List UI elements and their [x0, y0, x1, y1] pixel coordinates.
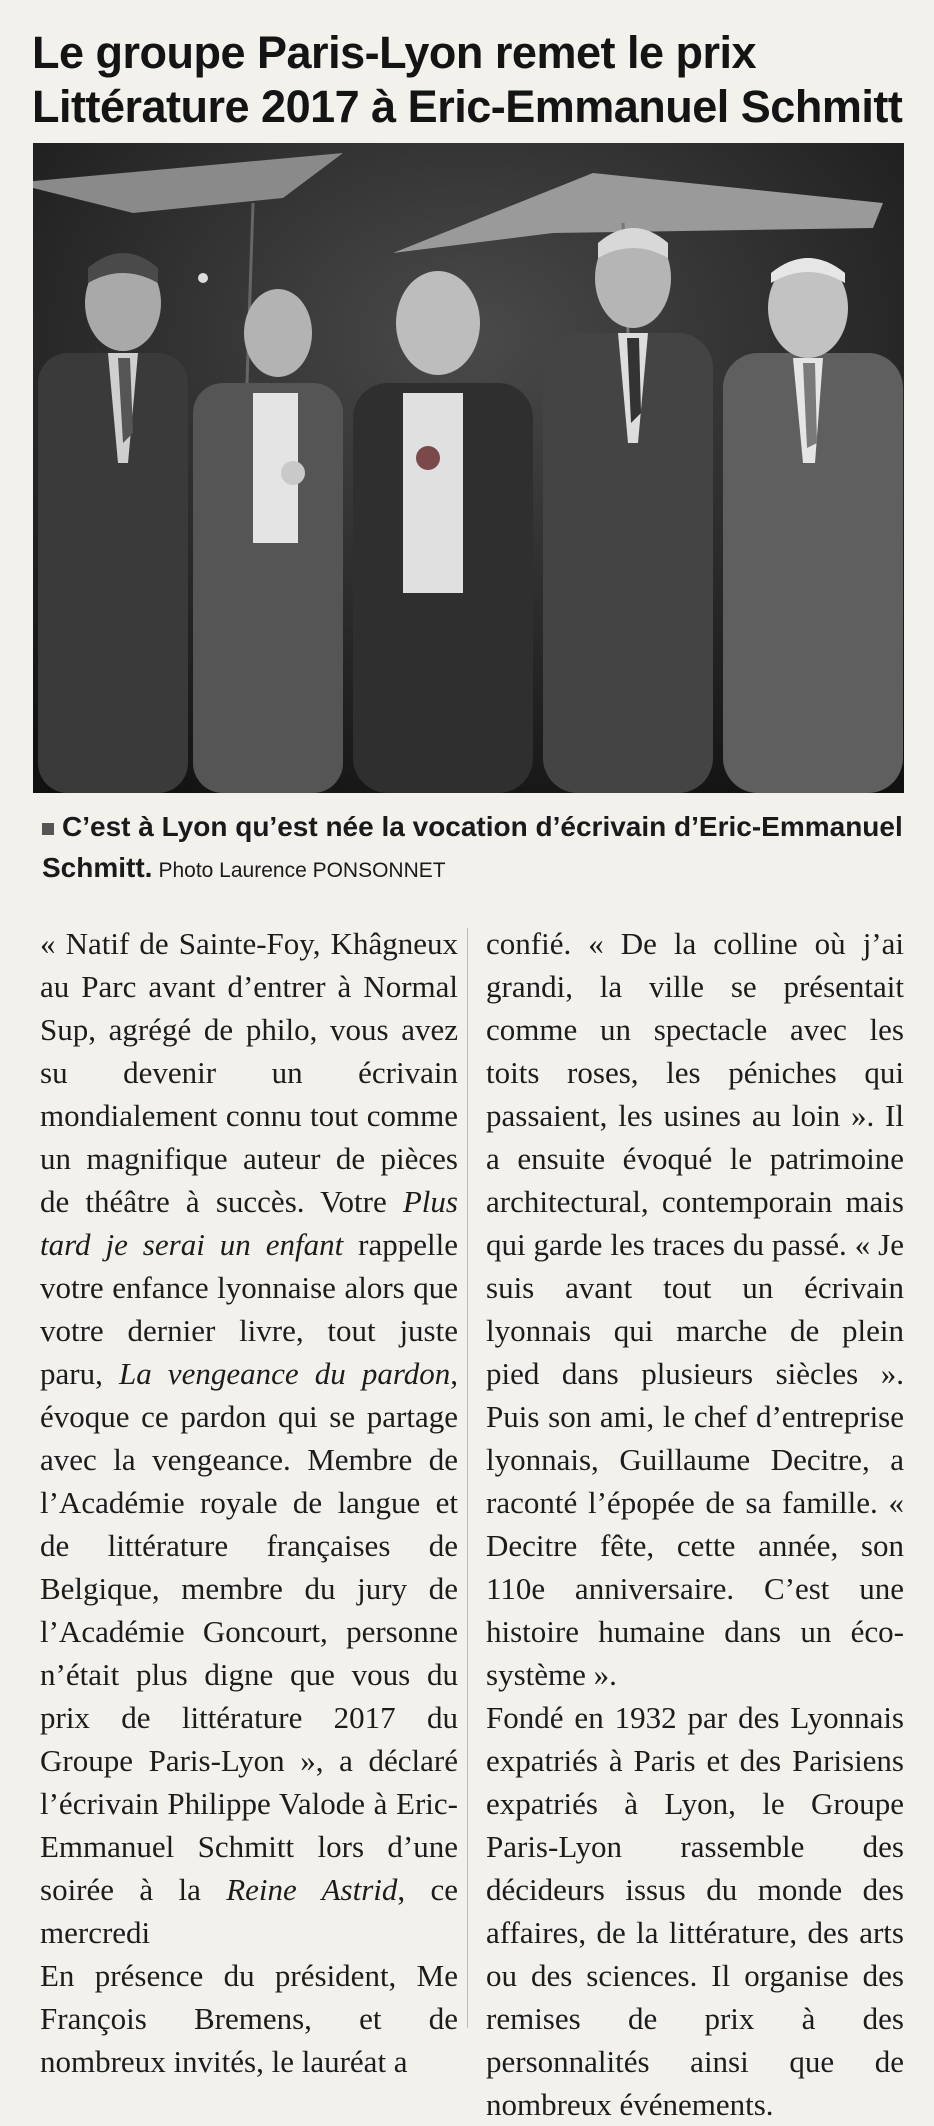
caption-text: C’est à Lyon qu’est née la vocation d’écrivain d’Eric-Emmanuel Schmitt.	[42, 811, 903, 883]
group-photo-illustration	[33, 143, 904, 793]
article-paragraph	[40, 1954, 458, 2083]
headline-line-1: Le groupe Paris-Lyon remet le prix	[32, 27, 757, 78]
article-paragraph	[486, 1696, 904, 2126]
caption-bullet-icon	[42, 823, 54, 835]
paragraph-text: , ce mercredi	[40, 1872, 458, 1950]
article-column-right	[486, 922, 904, 2126]
paragraph-text: , évoque ce pardon qui se partage avec la vengeance. Membre de l’Académie royale de langue et de littérature françaises de Belgique, membre du jury de l’Académie Goncourt, personne n’était plus digne que vous du prix de littérature 2017 du Groupe Paris-Lyon », a déclaré l’écrivain Philippe Valode à Eric-Emmanuel Schmitt lors d’une soirée à la	[40, 1356, 458, 1907]
paragraph-text: Fondé en 1932 par des Lyonnais expatriés à Paris et des Parisiens expatriés à Lyon, le Groupe Paris-Lyon rassemble des décideurs issus du monde des affaires, de la littérature, des arts ou des sciences. Il organise des remises de prix à des personnalités ainsi que de nombreux événements.	[486, 1700, 904, 2122]
article-paragraph	[40, 922, 458, 1954]
headline	[32, 26, 912, 134]
paragraph-text: En présence du président, Me François Bremens, et de nombreux invités, le lauréat a	[40, 1958, 458, 2079]
paragraph-text: « Natif de Sainte-Foy, Khâgneux au Parc avant d’entrer à Normal Sup, agrégé de philo, vous avez su devenir un écrivain mondialement connu tout comme un magnifique auteur de pièces de théâtre à succès. Votre	[40, 926, 458, 1219]
article-column-left	[40, 922, 458, 2083]
paragraph-text: rappelle votre enfance lyonnaise alors que votre dernier livre, tout juste paru,	[40, 1227, 459, 1391]
article-paragraph	[486, 922, 904, 1696]
column-divider	[467, 928, 468, 2028]
event-photo	[33, 143, 904, 793]
photo-caption	[42, 806, 912, 891]
italic-title: Reine Astrid	[226, 1872, 398, 1907]
italic-title: La vengeance du pardon	[118, 1356, 451, 1391]
photo-credit: Photo Laurence PONSONNET	[158, 859, 446, 882]
italic-title: Plus tard je serai un enfant	[40, 1184, 458, 1262]
paragraph-text: confié. « De la colline où j’ai grandi, la ville se présentait comme un spectacle avec les toits roses, les péniches qui passaient, les usines au loin ». Il a ensuite évoqué le patrimoine architectural, contemporain mais qui garde les traces du passé. « Je suis avant tout un écrivain lyonnais qui marche de plein pied dans plusieurs siècles ». Puis son ami, le chef d’entreprise lyonnais, Guillaume Decitre, a raconté l’épopée de sa famille. « Decitre fête, cette année, son 110e anniversaire. C’est une histoire humaine dans un éco-système ».	[486, 926, 904, 1692]
headline-line-2: Littérature 2017 à Eric-Emmanuel Schmitt	[32, 81, 903, 132]
